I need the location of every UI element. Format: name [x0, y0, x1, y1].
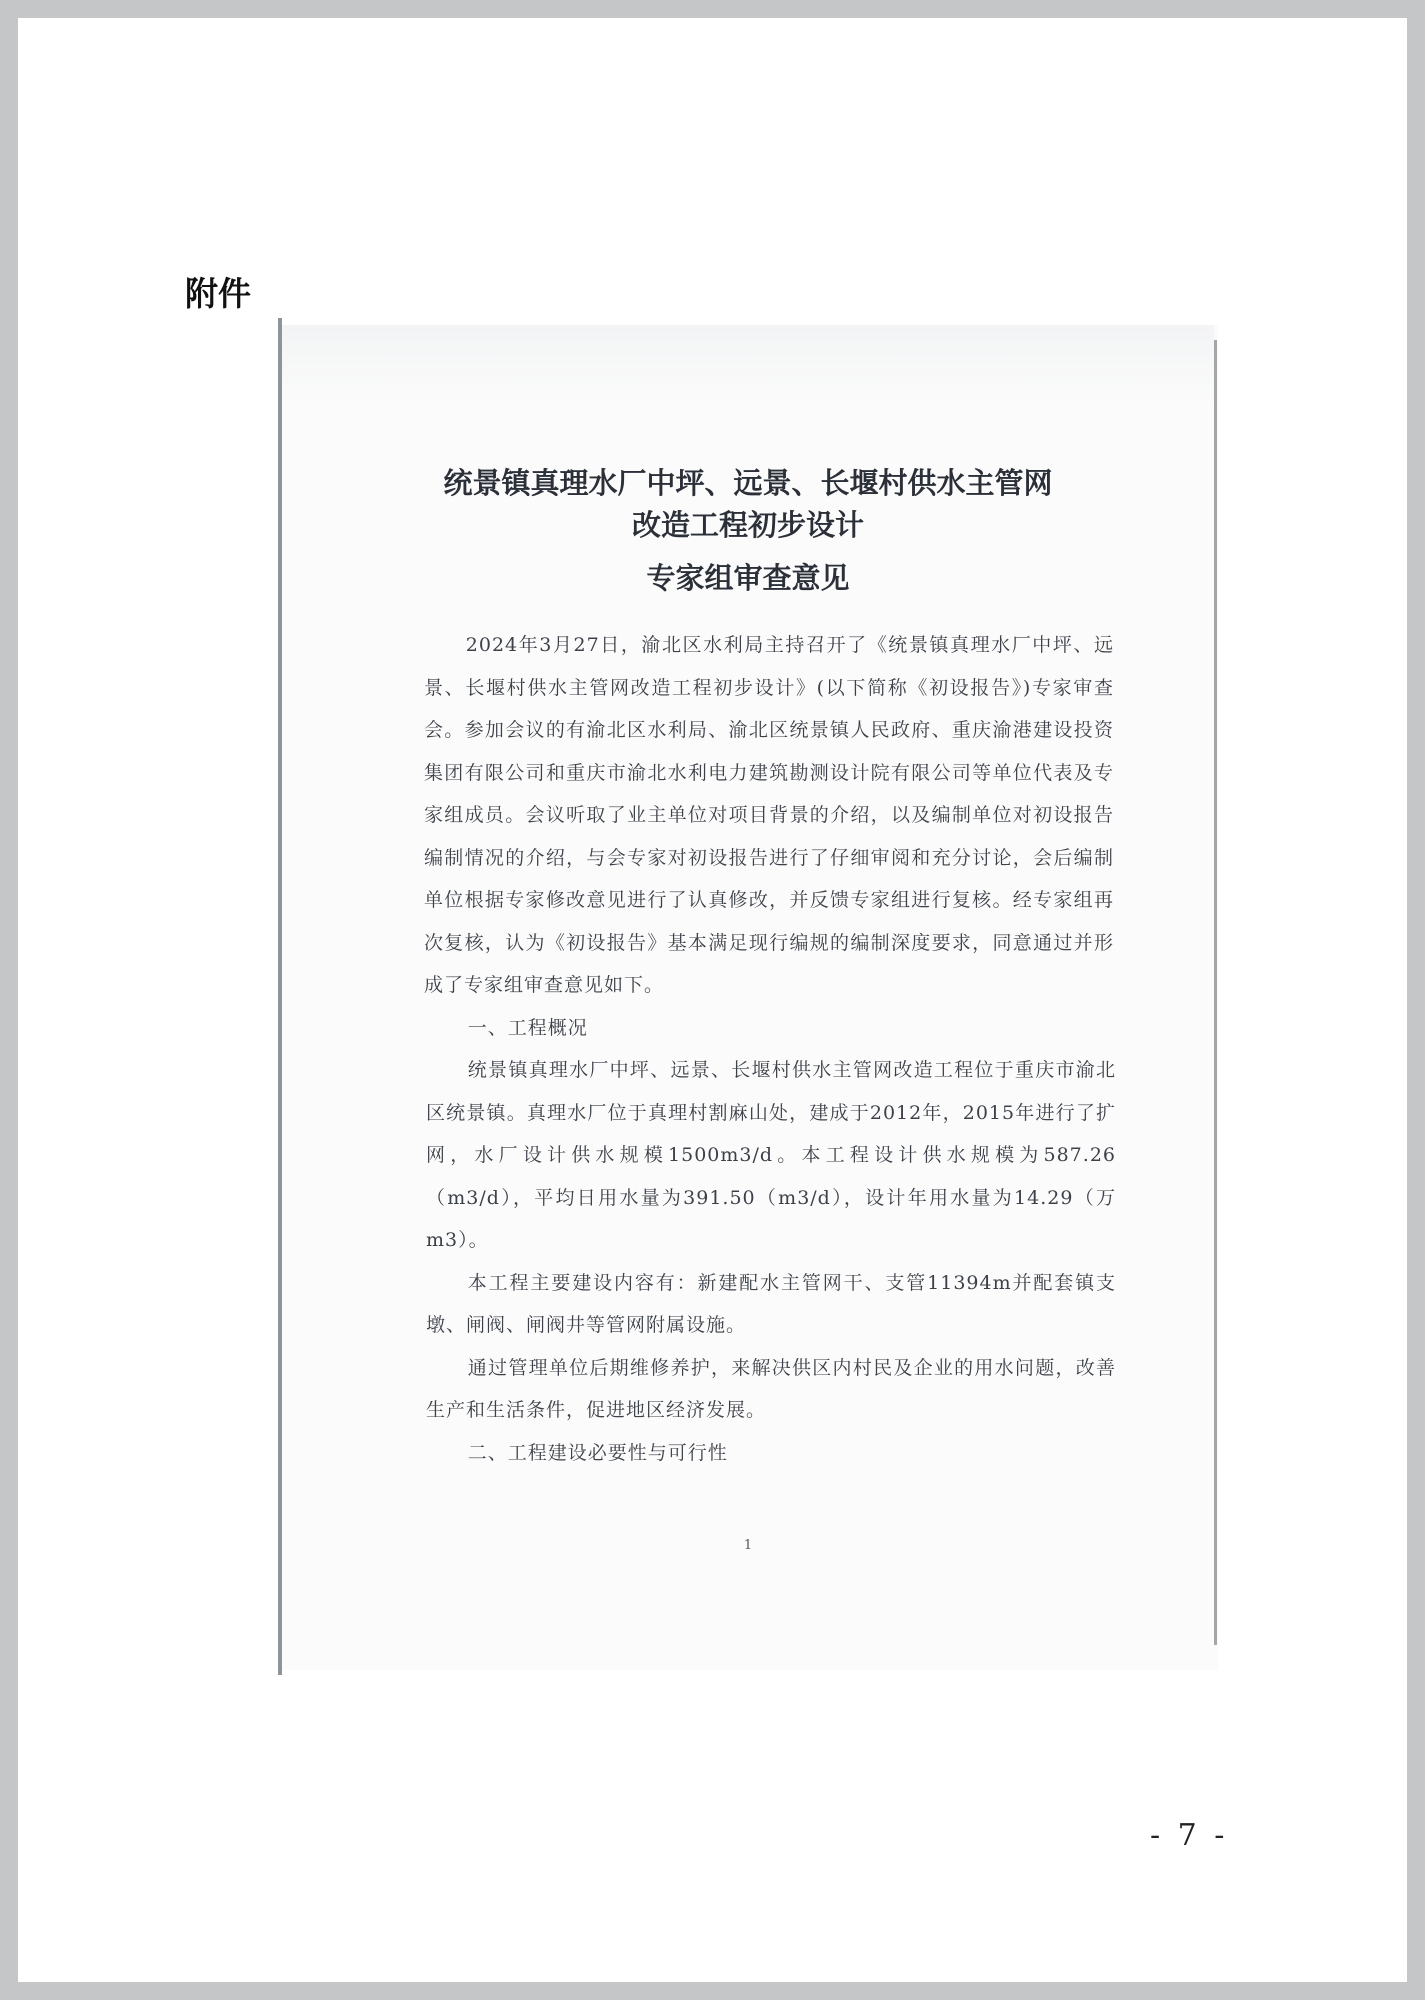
- title-line-2: 改造工程初步设计: [631, 508, 864, 542]
- paragraph-maintenance: 通过管理单位后期维修养护，来解决供区内村民及企业的用水问题，改善生产和生活条件，促进地区经济发展。: [426, 1356, 1116, 1421]
- attachment-label: 附件: [185, 274, 251, 313]
- document-title: [282, 462, 1214, 546]
- paragraph-overview: 统景镇真理水厂中坪、远景、长堰村供水主管网改造工程位于重庆市渝北区统景镇。真理水厂位于真理村割麻山处，建成于2012年，2015年进行了扩网，水厂设计供水规模1500m3/d。本工程设计供水规模为587.26（m3/d），平均日用水量为391.50（m3/d），设计年用水量为14.29（万m3）。: [426, 1059, 1116, 1251]
- page-number: - 7 -: [1150, 1818, 1229, 1853]
- paragraph-intro: 2024年3月27日，渝北区水利局主持召开了《统景镇真理水厂中坪、远景、长堰村供水主管网改造工程初步设计》(以下简称《初设报告》)专家审查会。参加会议的有渝北区水利局、渝北区统景镇人民政府、重庆渝港建设投资集团有限公司和重庆市渝北水利电力建筑勘测设计院有限公司等单位代表及专家组成员。会议听取了业主单位对项目背景的介绍，以及编制单位对初设报告编制情况的介绍，与会专家对初设报告进行了仔细审阅和充分讨论，会后编制单位根据专家修改意见进行了认真修改，并反馈专家组进行复核。经专家组再次复核，认为《初设报告》基本满足现行编规的编制深度要求，同意通过并形成了专家组审查意见如下。: [424, 634, 1114, 996]
- section-heading-1: 一、工程概况: [467, 1016, 588, 1039]
- section-heading-2: 二、工程建设必要性与可行性: [467, 1441, 728, 1464]
- scan-page-number: 1: [743, 1538, 753, 1553]
- title-line-1: 统景镇真理水厂中坪、远景、长堰村供水主管网: [443, 466, 1053, 500]
- paragraph-construction: 本工程主要建设内容有：新建配水主管网干、支管11394m并配套镇支墩、闸阀、闸阀井等管网附属设施。: [426, 1271, 1116, 1336]
- document-body: [426, 624, 1116, 1474]
- scan-shadow: [282, 325, 1214, 405]
- document-subtitle: 专家组审查意见: [646, 561, 850, 595]
- scan-right-edge: [1214, 340, 1217, 1645]
